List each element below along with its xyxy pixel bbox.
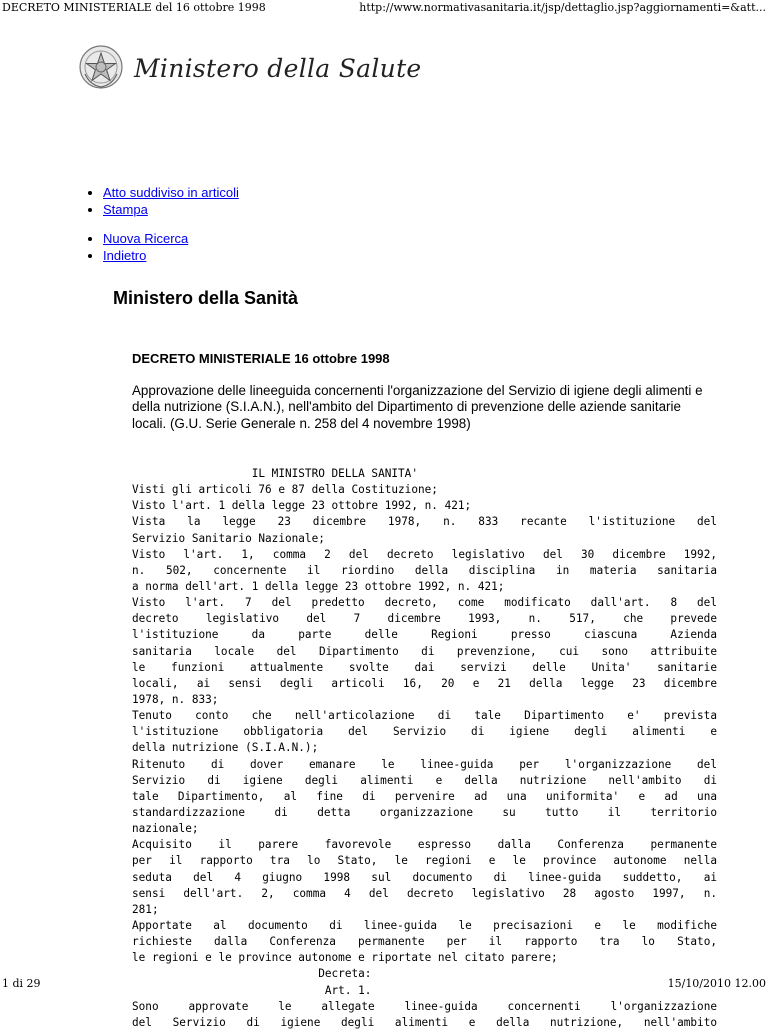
ministry-logo	[78, 44, 422, 94]
body-line: del Servizio di igiene degli alimenti e della nutrizione, nell'ambito	[132, 1015, 717, 1029]
body-line: Tenuto conto che nell'articolazione di tale Dipartimento e' prevista	[132, 709, 717, 723]
page-title: Ministero della Sanità	[113, 288, 299, 308]
print-footer	[0, 976, 768, 992]
body-line: a norma dell'art. 1 della legge 23 ottobre 1992, n. 421;	[132, 579, 505, 593]
decree-title: DECRETO MINISTERIALE 16 ottobre 1998	[132, 351, 390, 366]
body-line: Visto l'art. 1 della legge 23 ottobre 1992, n. 421;	[132, 499, 472, 513]
body-line: richieste dalla Conferenza permanente per il rapporto tra lo Stato,	[132, 935, 717, 949]
emblem-icon	[78, 44, 124, 90]
print-header-url: http://www.normativasanitaria.it/jsp/dettaglio.jsp?aggiornamenti=&att...	[359, 1, 766, 14]
body-line: Apportate al documento di linee-guida le precisazioni e le modifiche	[132, 918, 717, 932]
body-line: Sono approvate le allegate linee-guida concernenti l'organizzazione	[132, 999, 717, 1013]
atto-suddiviso-link[interactable]: Atto suddiviso in articoli	[103, 185, 239, 200]
body-line: n. 502, concernente il riordino della disciplina in materia sanitaria	[132, 563, 717, 577]
body-line: per il rapporto tra lo Stato, le regioni e le province autonome nella	[132, 854, 717, 868]
decree-description: Approvazione delle lineeguida concernenti l'organizzazione del Servizio di igiene degli alimenti e della nutrizione (S.I.A.N.), nell'ambito del Dipartimento di prevenzione delle aziende sanitarie locali. (G.U. Serie Generale n. 258 del 4 novembre 1998)	[132, 383, 703, 431]
print-header	[0, 0, 768, 16]
body-line: Visto l'art. 7 del predetto decreto, come modificato dall'art. 8 del	[132, 596, 717, 610]
print-timestamp: 15/10/2010 12.00	[667, 977, 766, 990]
body-line: Vista la legge 23 dicembre 1978, n. 833 recante l'istituzione del	[132, 515, 717, 529]
menu-primary	[86, 184, 239, 218]
body-line: Art. 1.	[132, 983, 372, 997]
body-line: sensi dell'art. 2, comma 4 del decreto legislativo 28 agosto 1997, n.	[132, 886, 717, 900]
print-header-title: DECRETO MINISTERIALE del 16 ottobre 1998	[2, 1, 266, 14]
body-line: Decreta:	[132, 967, 372, 981]
body-line: Servizio di igiene degli alimenti e della nutrizione nell'ambito di	[132, 773, 717, 787]
stampa-link[interactable]: Stampa	[103, 202, 148, 217]
menu-item	[103, 201, 239, 218]
body-line: decreto legislativo del 7 dicembre 1993, n. 517, che prevede	[132, 612, 717, 626]
menu-item	[103, 247, 188, 264]
logo-text: Ministero della Salute	[134, 54, 422, 83]
body-line: 281;	[132, 902, 159, 916]
body-line: IL MINISTRO DELLA SANITA'	[132, 467, 418, 480]
body-line: sanitaria locale del Dipartimento di prevenzione, cui sono attribuite	[132, 644, 717, 658]
decree-body	[132, 466, 717, 1031]
body-line: le funzioni attualmente svolte dai servizi delle Unita' sanitarie	[132, 660, 717, 674]
page-number: 1 di 29	[2, 977, 41, 990]
body-line: della nutrizione (S.I.A.N.);	[132, 741, 319, 755]
body-line: le regioni e le province autonome e riportate nel citato parere;	[132, 951, 558, 965]
body-line: l'istituzione da parte delle Regioni presso ciascuna Azienda	[132, 628, 717, 642]
menu-item	[103, 230, 188, 247]
nuova-ricerca-link[interactable]: Nuova Ricerca	[103, 231, 189, 246]
body-line: l'istituzione obbligatoria del Servizio di igiene degli alimenti e	[132, 725, 717, 739]
body-line: standardizzazione di detta organizzazione su tutto il territorio	[132, 805, 717, 819]
body-line: locali, ai sensi degli articoli 16, 20 e 21 della legge 23 dicembre	[132, 676, 717, 690]
body-line: Ritenuto di dover emanare le linee-guida per l'organizzazione del	[132, 757, 717, 771]
body-line: Visti gli articoli 76 e 87 della Costituzione;	[132, 483, 438, 497]
body-line: Servizio Sanitario Nazionale;	[132, 531, 325, 545]
body-line: seduta del 4 giugno 1998 sul documento di linee-guida suddetto, ai	[132, 870, 717, 884]
body-line: 1978, n. 833;	[132, 692, 219, 706]
menu-item	[103, 184, 239, 201]
body-line: nazionale;	[132, 822, 199, 836]
body-line: Acquisito il parere favorevole espresso dalla Conferenza permanente	[132, 838, 717, 852]
body-line: Visto l'art. 1, comma 2 del decreto legislativo del 30 dicembre 1992,	[132, 547, 717, 561]
indietro-link[interactable]: Indietro	[103, 248, 147, 263]
body-line: tale Dipartimento, al fine di pervenire ad una uniformita' e ad una	[132, 789, 717, 803]
menu-secondary	[86, 230, 188, 264]
